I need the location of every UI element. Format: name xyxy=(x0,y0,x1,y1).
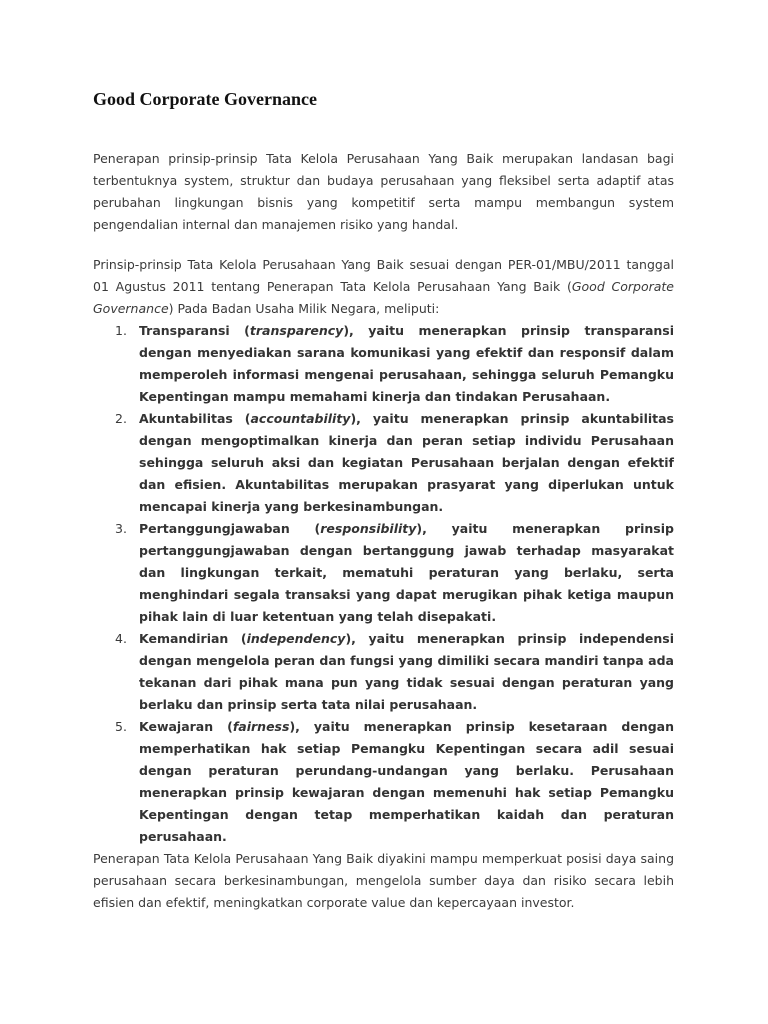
principles-intro-paragraph xyxy=(93,254,674,320)
principle-term-en: independency xyxy=(246,631,346,646)
principles-intro-before: Prinsip-prinsip Tata Kelola Perusahaan Yang Baik sesuai dengan PER-01/MBU/2011 tanggal 01 Agustus 2011 tentang Penerapan Tata Kelola Perusahaan Yang Baik ( xyxy=(93,257,674,294)
principle-name: Akuntabilitas ( xyxy=(139,411,251,426)
principles-list xyxy=(93,320,674,848)
intro-paragraph: Penerapan prinsip-prinsip Tata Kelola Perusahaan Yang Baik merupakan landasan bagi terbentuknya system, struktur dan budaya perusahaan yang fleksibel serta adaptif atas perubahan lingkungan bisnis yang kompetitif serta mampu membangun system pengendalian internal dan manajemen risiko yang handal. xyxy=(93,151,674,232)
list-number: 4. xyxy=(115,631,127,646)
principle-name: Pertanggungjawaban ( xyxy=(139,521,321,536)
gcg-term: Good Corporate Governance xyxy=(93,279,674,316)
principle-description: ), yaitu menerapkan prinsip akuntabilitas dengan mengoptimalkan kinerja dan peran setiap individu Perusahaan sehingga seluruh aksi dan kegiatan Perusahaan berjalan dengan efektif dan efisien. Akuntabilitas merupakan prasyarat yang diperlukan untuk mencapai kinerja yang berkesinambungan. xyxy=(139,411,674,514)
principle-name: Transparansi ( xyxy=(139,323,250,338)
principle-description: ), yaitu menerapkan prinsip kesetaraan dengan memperhatikan hak setiap Pemangku Kepentingan secara adil sesuai dengan peraturan perundang-undangan yang berlaku. Perusahaan menerapkan prinsip kewajaran dengan memenuhi hak setiap Pemangku Kepentingan dengan tetap memperhatikan kaidah dan peraturan perusahaan. xyxy=(139,719,674,844)
principle-description: ), yaitu menerapkan prinsip transparansi dengan menyediakan sarana komunikasi yang efektif dan responsif dalam memperoleh informasi mengenai perusahaan, sehingga seluruh Pemangku Kepentingan mampu memahami kinerja dan tindakan Perusahaan. xyxy=(139,323,674,404)
principle-name: Kewajaran ( xyxy=(139,719,233,734)
principle-item-transparency xyxy=(93,320,674,408)
list-number: 5. xyxy=(115,719,127,734)
principle-name: Kemandirian ( xyxy=(139,631,247,646)
principle-term-en: fairness xyxy=(232,719,290,734)
principle-item-independency xyxy=(93,628,674,716)
principle-description: ), yaitu menerapkan prinsip pertanggungjawaban dengan bertanggung jawab terhadap masyarakat dan lingkungan terkait, mematuhi peraturan yang berlaku, serta menghindari segala transaksi yang dapat merugikan pihak ketiga maupun pihak lain di luar ketentuan yang telah disepakati. xyxy=(139,521,674,624)
principle-term-en: accountability xyxy=(250,411,351,426)
principle-item-fairness xyxy=(93,716,674,848)
principle-term-en: responsibility xyxy=(320,521,417,536)
principle-item-responsibility xyxy=(93,518,674,628)
principle-term-en: transparency xyxy=(249,323,344,338)
document-page xyxy=(93,0,674,914)
closing-paragraph: Penerapan Tata Kelola Perusahaan Yang Baik diyakini mampu memperkuat posisi daya saing perusahaan secara berkesinambungan, mengelola sumber daya dan risiko secara lebih efisien dan efektif, meningkatkan corporate value dan kepercayaan investor. xyxy=(93,851,674,910)
principle-item-accountability xyxy=(93,408,674,518)
principle-description: ), yaitu menerapkan prinsip independensi dengan mengelola peran dan fungsi yang dimiliki secara mandiri tanpa ada tekanan dari pihak mana pun yang tidak sesuai dengan peraturan yang berlaku dan prinsip serta tata nilai perusahaan. xyxy=(139,631,675,712)
page-title: Good Corporate Governance xyxy=(93,89,317,109)
list-number: 3. xyxy=(115,521,127,536)
principles-intro-after: ) Pada Badan Usaha Milik Negara, meliputi: xyxy=(168,301,440,316)
list-number: 1. xyxy=(115,323,127,338)
list-number: 2. xyxy=(115,411,127,426)
